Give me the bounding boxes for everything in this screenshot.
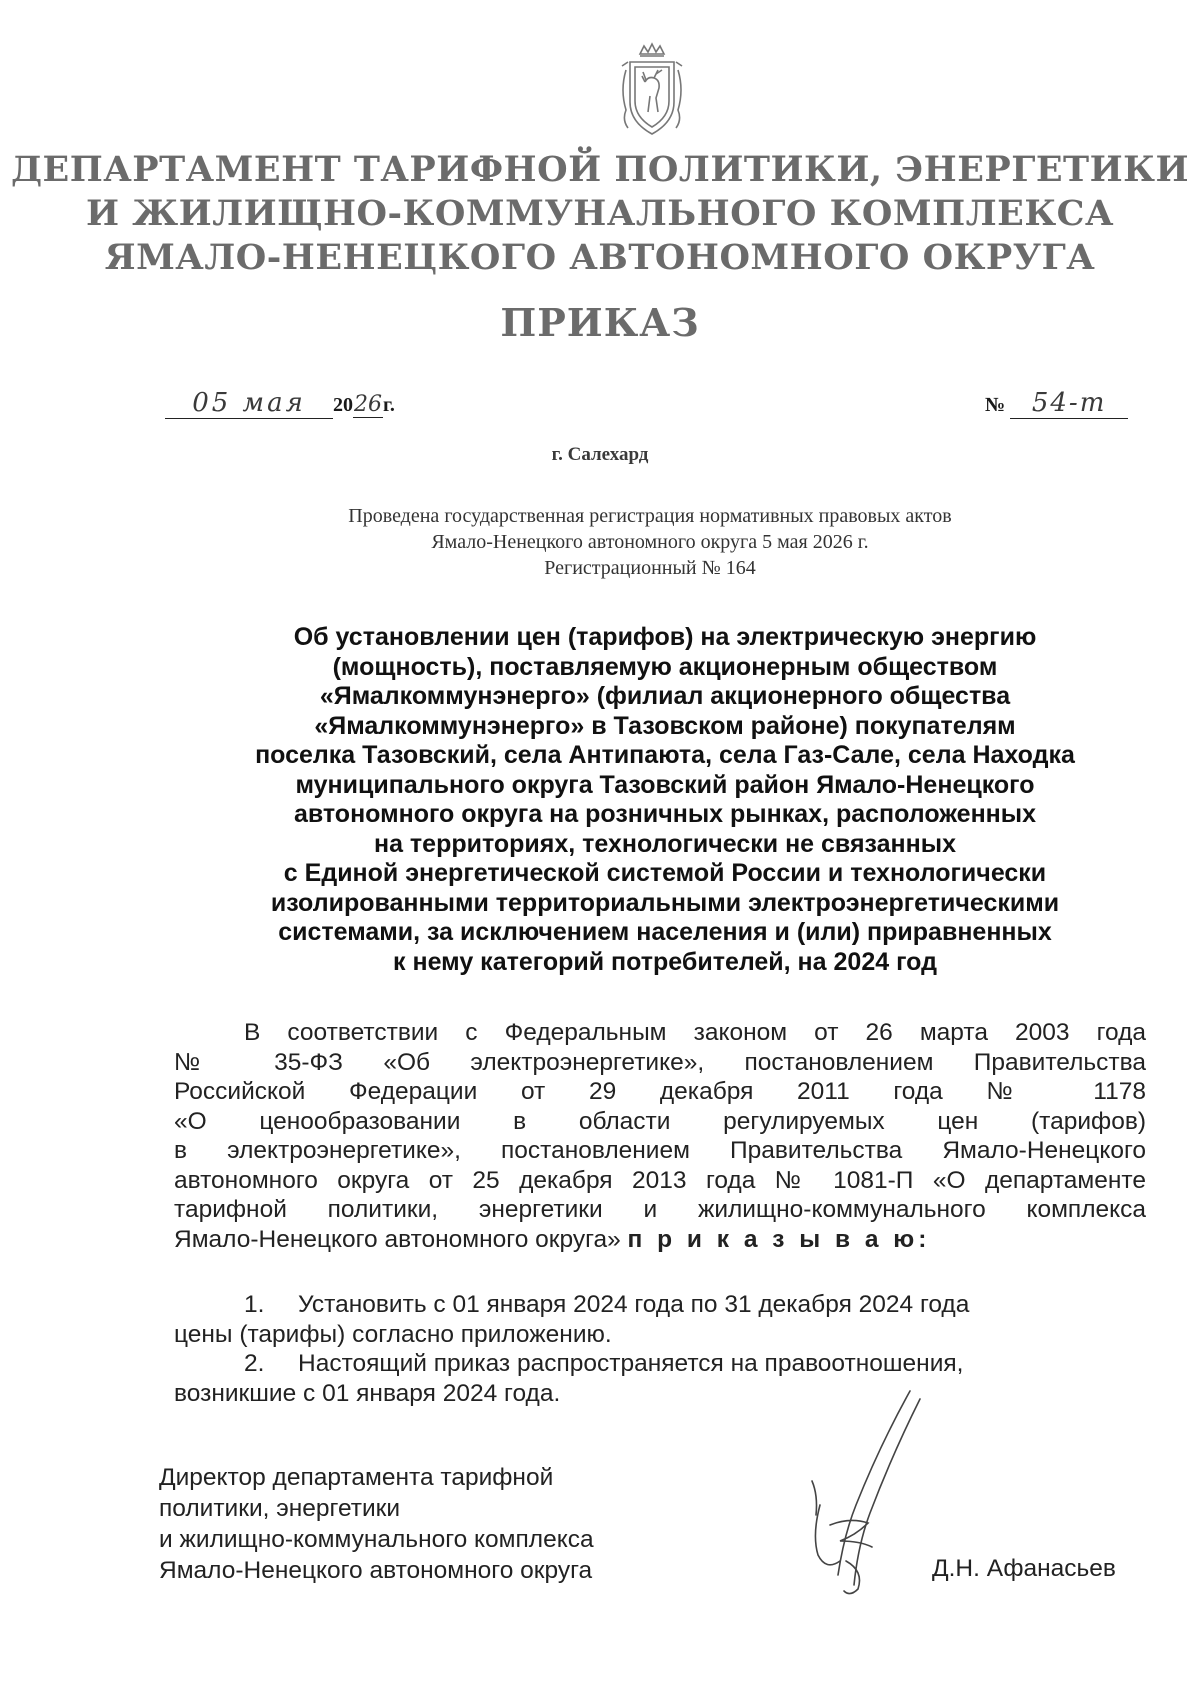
department-line: И ЖИЛИЩНО-КОММУНАЛЬНОГО КОМПЛЕКСА [85, 193, 1115, 234]
signatory-title-line: Ямало-Ненецкого автономного округа [159, 1557, 593, 1584]
preamble-line: в электроэнергетике», постановлением Правительства Ямало-Ненецкого [174, 1137, 1146, 1164]
item-text: Установить с 01 января 2024 года по 31 декабря 2024 года [298, 1291, 970, 1318]
preamble [174, 1018, 1146, 1254]
title-line: Об установлении цен (тарифов) на электрическую энергию [293, 623, 1037, 651]
document-date [165, 388, 395, 419]
document-type-heading: ПРИКАЗ [500, 300, 700, 345]
title-line: к нему категорий потребителей, на 2024 год [393, 947, 937, 976]
item-number: 1. [244, 1291, 265, 1318]
title-line: автономного округа на розничных рынках, расположенных [293, 800, 1037, 828]
handwritten-year: 26 [354, 392, 382, 417]
document-number [985, 388, 1128, 419]
preamble-line: В соответствии с Федеральным законом от 26 марта 2003 года [244, 1019, 1146, 1046]
year-suffix-g: г. [383, 394, 395, 416]
title-line: муниципального округа Тазовский район Ямало-Ненецкого [295, 770, 1035, 799]
preamble-line: Ямало-Ненецкого автономного округа» [174, 1225, 621, 1253]
registration-line: Регистрационный № 164 [544, 557, 756, 579]
title-line: «Ямалкоммунэнерго» (филиал акционерного общества [319, 682, 1011, 710]
signatory-name: Д.Н. Афанасьев [932, 1555, 1116, 1582]
title-line: (мощность), поставляемую акционерным обществом [332, 652, 998, 681]
signatory-title [159, 1462, 594, 1586]
city-line: г. Салехард [551, 444, 649, 465]
item-continuation: возникшие с 01 января 2024 года. [174, 1379, 561, 1407]
preamble-line: № 35-ФЗ «Об электроэнергетике», постановлением Правительства [174, 1048, 1146, 1076]
order-items [174, 1290, 1146, 1408]
registration-line: Проведена государственная регистрация нормативных правовых актов [348, 505, 952, 527]
preamble-line: тарифной политики, энергетики и жилищно-коммунального комплекса [174, 1196, 1146, 1223]
signatory-title-line: политики, энергетики [159, 1495, 401, 1522]
title-line: изолированными территориальными электроэнергетическими [270, 888, 1060, 917]
document-title [0, 623, 1200, 977]
registration-line: Ямало-Ненецкого автономного округа 5 мая 2026 г. [431, 531, 869, 553]
preamble-last-line [174, 1225, 1146, 1255]
number-label: № [985, 394, 1006, 416]
title-line: системами, за исключением населения и (или) приравненных [278, 918, 1052, 946]
title-line: «Ямалкоммунэнерго» в Тазовском районе) покупателям [314, 711, 1016, 740]
handwritten-number: 54-т [1010, 388, 1128, 419]
order-word: п р и к а з ы в а ю: [627, 1225, 931, 1253]
order-item-1 [174, 1290, 1146, 1320]
handwritten-date: 05 мая [192, 388, 306, 418]
title-line: с Единой энергетической системой России и технологически [283, 859, 1047, 887]
item-number: 2. [244, 1350, 265, 1377]
signatory-title-line: Директор департамента тарифной [159, 1464, 554, 1491]
signatory-title-line: и жилищно-коммунального комплекса [159, 1526, 594, 1553]
year-prefix: 20 [333, 394, 353, 416]
item-continuation: цены (тарифы) согласно приложению. [174, 1320, 612, 1348]
preamble-line: Российской Федерации от 29 декабря 2011 года № 1178 [174, 1078, 1146, 1105]
preamble-line: «О ценообразовании в области регулируемых цен (тарифов) [174, 1107, 1146, 1135]
title-line: на территориях, технологически не связанных [373, 829, 957, 858]
department-line: ДЕПАРТАМЕНТ ТАРИФНОЙ ПОЛИТИКИ, ЭНЕРГЕТИКИ [10, 149, 1190, 190]
order-item-2 [174, 1349, 1146, 1379]
preamble-line: автономного округа от 25 декабря 2013 года № 1081-П «О департаменте [174, 1166, 1146, 1194]
item-text: Настоящий приказ распространяется на правоотношения, [298, 1350, 964, 1377]
department-line: ЯМАЛО-НЕНЕЦКОГО АВТОНОМНОГО ОКРУГА [104, 237, 1096, 278]
registration-note [0, 503, 1200, 581]
coat-of-arms-icon [612, 40, 692, 140]
title-line: поселка Тазовский, села Антипаюта, села Газ-Сале, села Находка [255, 741, 1075, 769]
department-name [0, 148, 1200, 280]
